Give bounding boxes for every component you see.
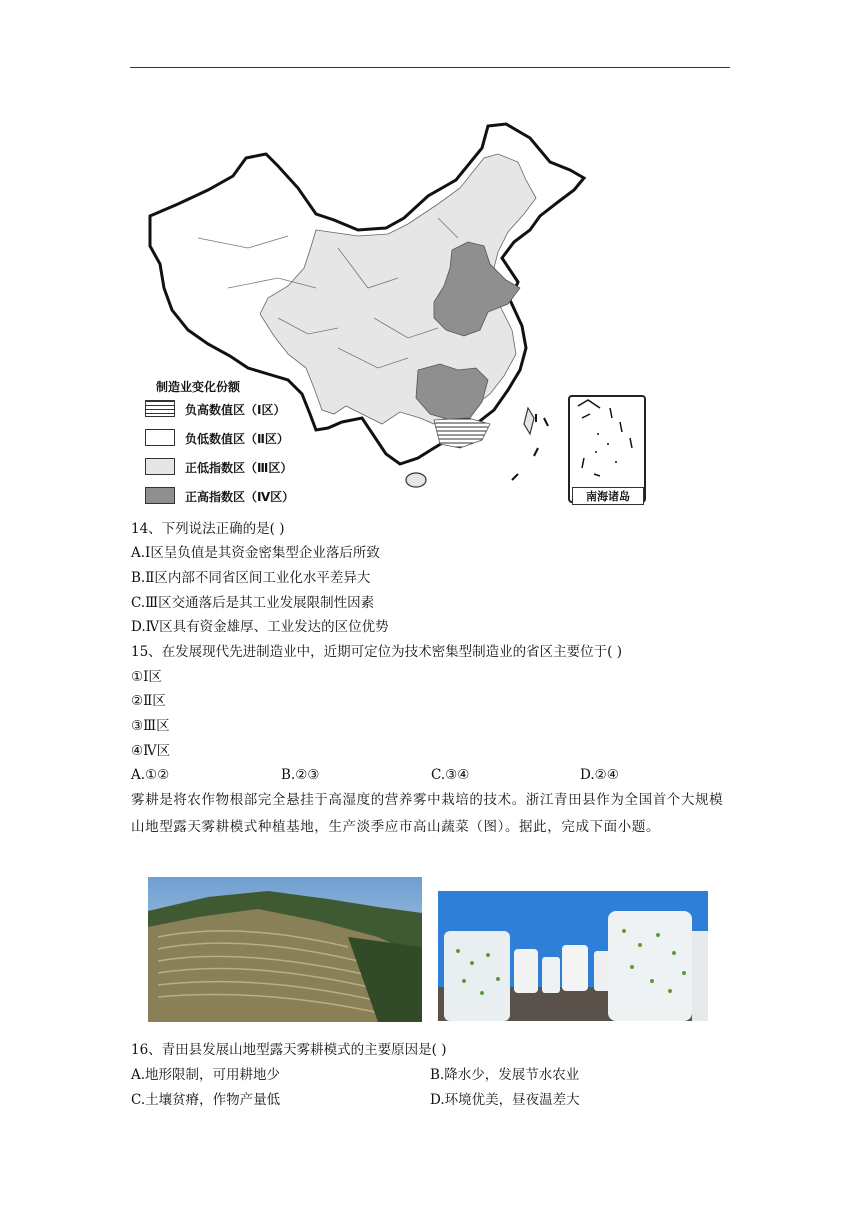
legend-label: 正高指数区（Ⅳ区） (185, 490, 295, 504)
legend-label: 负低数值区（Ⅱ区） (185, 432, 289, 446)
q16-option-a[interactable]: A.地形限制，可用耕地少 (131, 1067, 281, 1083)
q15-item-4: ④Ⅳ区 (131, 743, 171, 759)
china-manufacturing-map (138, 118, 658, 510)
header-rule (130, 67, 730, 68)
stripe-swatch-icon (145, 400, 175, 417)
q16-option-d[interactable]: D.环境优美，昼夜温差大 (430, 1092, 580, 1108)
legend-label: 负高数值区（Ⅰ区） (185, 403, 286, 417)
legend-label: 正低指数区（Ⅲ区） (185, 461, 293, 475)
dark-gray-swatch-icon (145, 487, 175, 504)
q15-option-c[interactable]: C.③④ (431, 767, 470, 783)
q16-option-b[interactable]: B.降水少，发展节水农业 (430, 1067, 580, 1083)
q14-option-a[interactable]: A.Ⅰ区呈负值是其资金密集型企业落后所致 (131, 545, 380, 561)
legend-title: 制造业变化份额 (156, 380, 241, 394)
q14-option-b[interactable]: B.Ⅱ区内部不同省区间工业化水平差异大 (131, 570, 371, 586)
q16-option-c[interactable]: C.土壤贫瘠，作物产量低 (131, 1092, 281, 1108)
passage: 雾耕是将农作物根部完全悬挂于高湿度的营养雾中栽培的技术。浙江青田县作为全国首个大规模山地型露天雾耕模式种植基地，生产淡季应市高山蔬菜（图）。据此，完成下面小题。 (131, 792, 724, 835)
q15-item-3: ③Ⅲ区 (131, 718, 170, 734)
q15-option-d[interactable]: D.②④ (580, 767, 619, 783)
q15-stem: 15、在发展现代先进制造业中，近期可定位为技术密集型制造业的省区主要位于( ) (131, 644, 623, 660)
q15-item-1: ①Ⅰ区 (131, 669, 162, 685)
white-swatch-icon (145, 429, 175, 446)
fog-cultivation-photo (438, 891, 708, 1021)
q15-item-2: ②Ⅱ区 (131, 693, 166, 709)
q14-stem: 14、下列说法正确的是( ) (131, 521, 285, 537)
terrace-photo (148, 877, 422, 1022)
q14-option-d[interactable]: D.Ⅳ区具有资金雄厚、工业发达的区位优势 (131, 619, 389, 635)
light-gray-swatch-icon (145, 458, 175, 475)
q14-option-c[interactable]: C.Ⅲ区交通落后是其工业发展限制性因素 (131, 595, 375, 611)
inset-label: 南海诸岛 (572, 487, 644, 505)
q15-option-a[interactable]: A.①② (131, 767, 170, 783)
region-i (434, 418, 490, 448)
q15-option-b[interactable]: B.②③ (281, 767, 320, 783)
q16-stem: 16、青田县发展山地型露天雾耕模式的主要原因是( ) (131, 1042, 447, 1058)
